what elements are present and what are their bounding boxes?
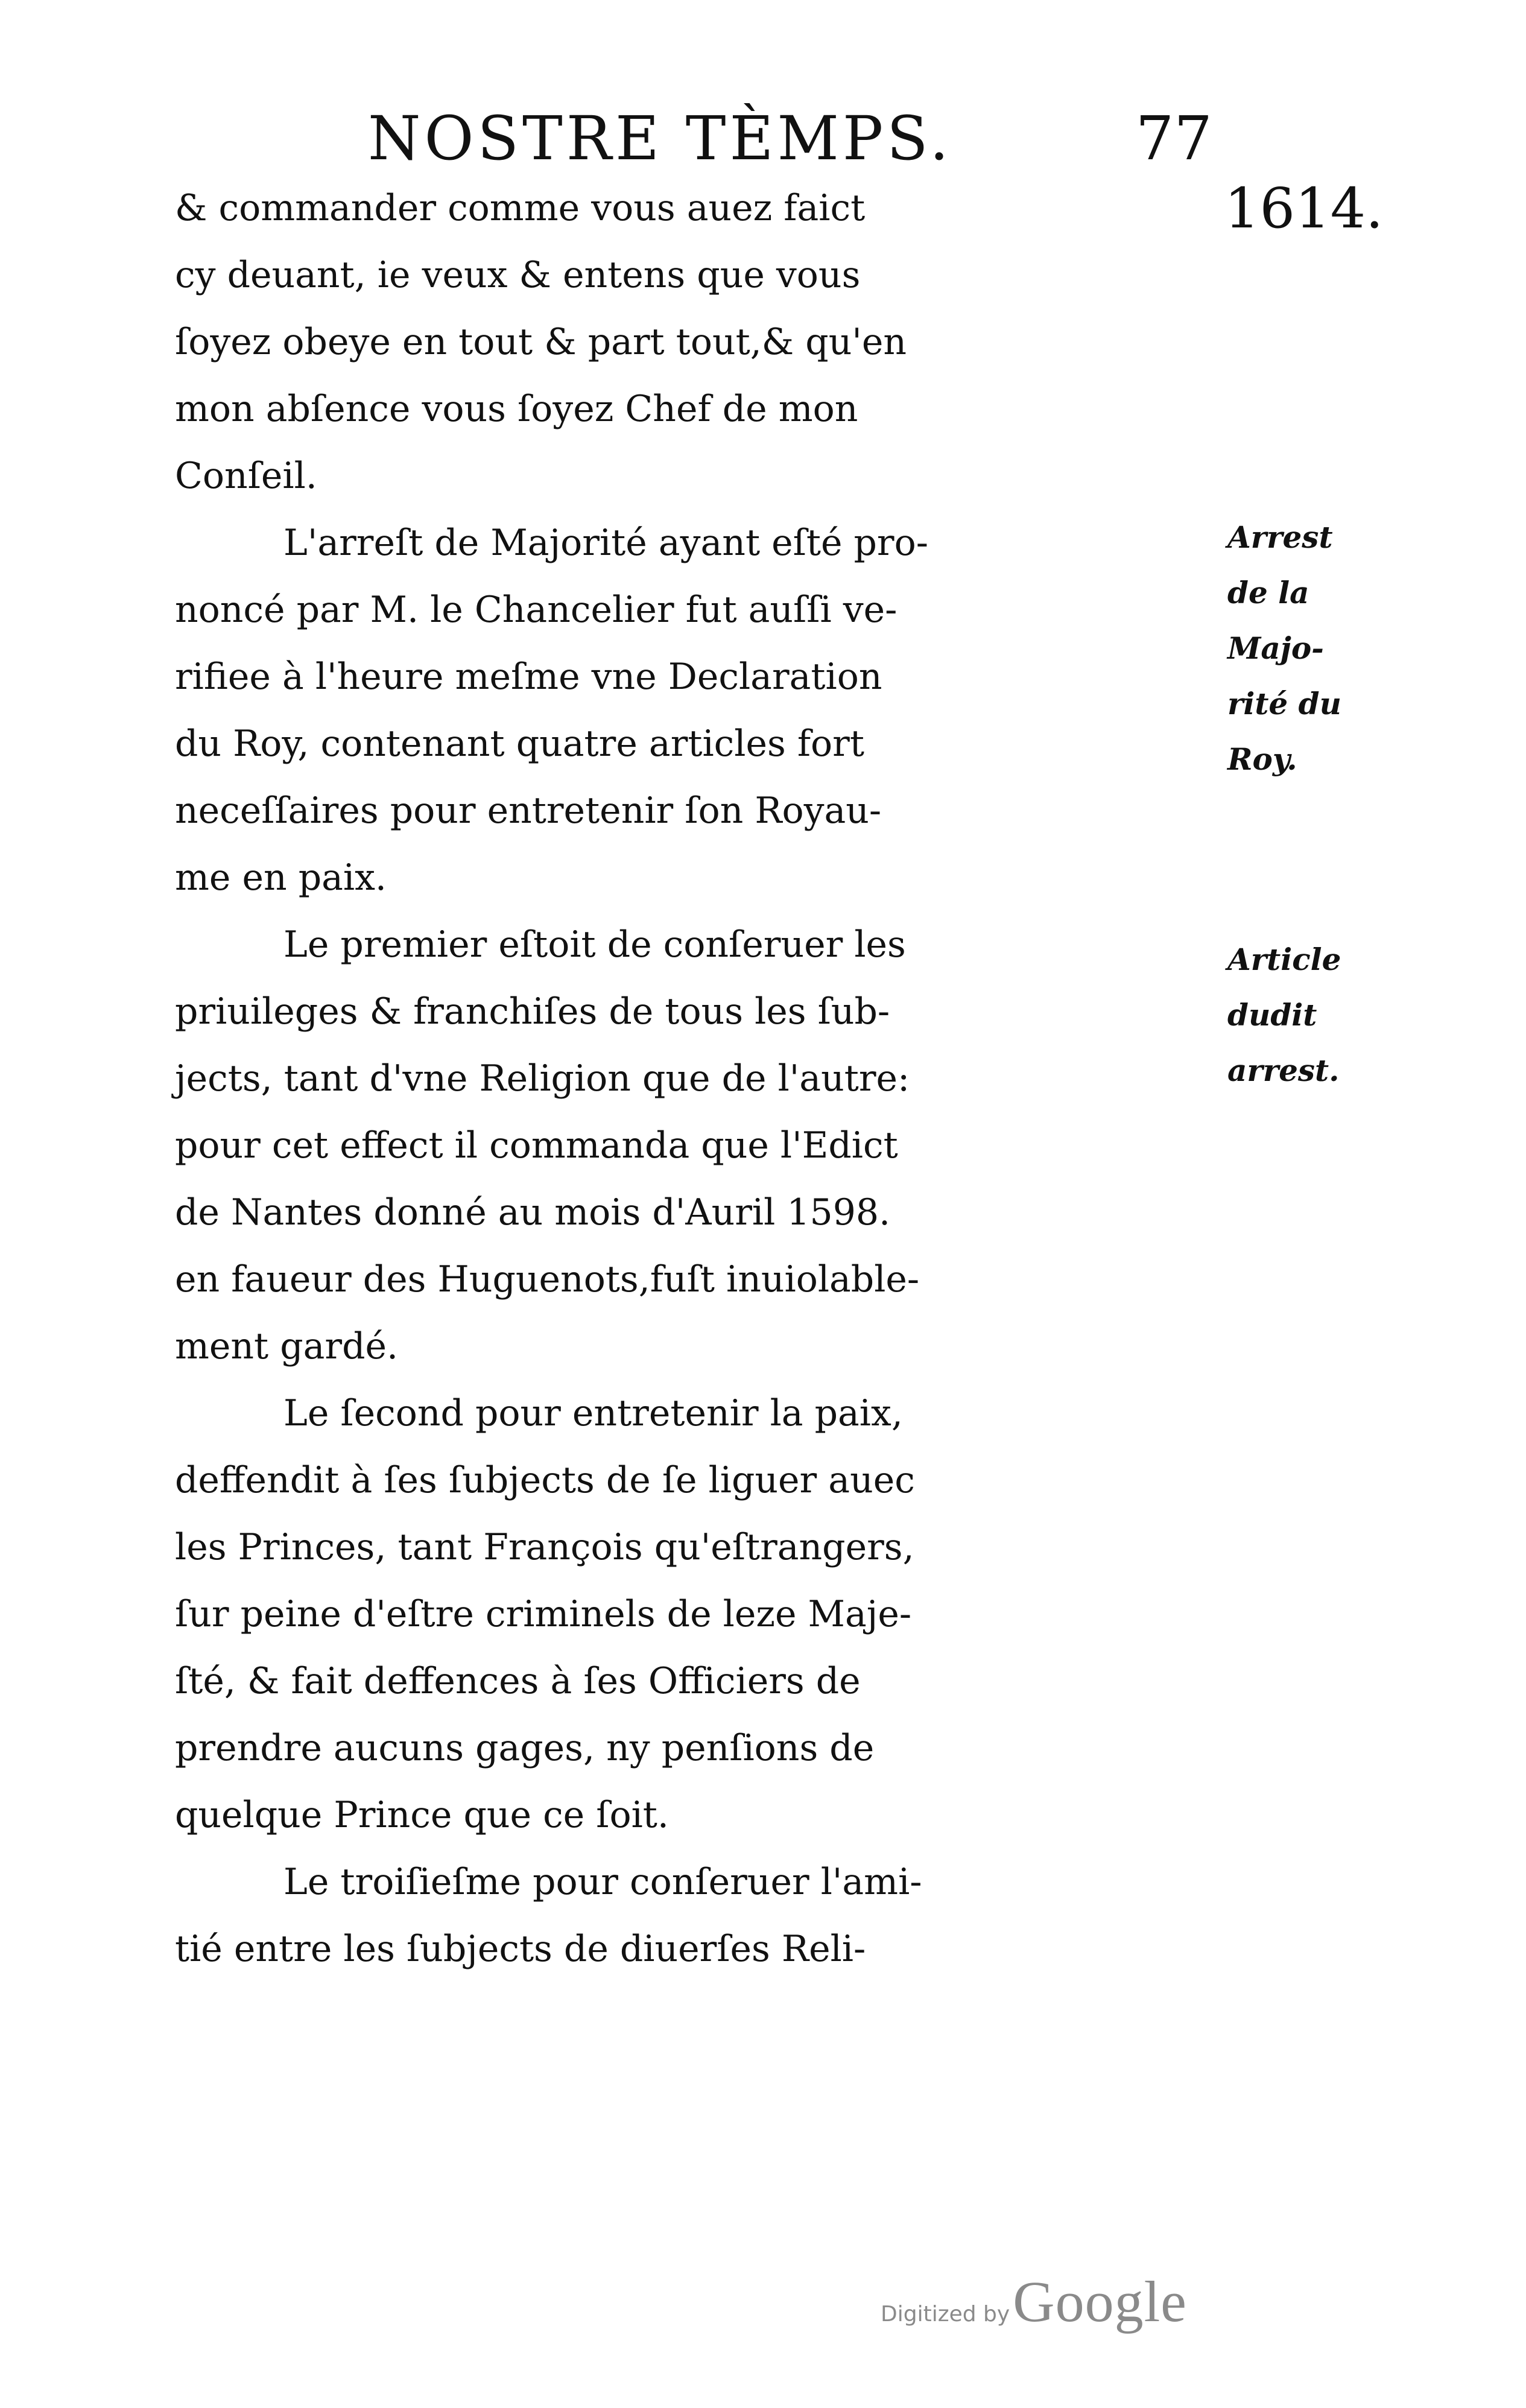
text-line: ſur peine d'eſtre criminels de leze Maje- bbox=[175, 1593, 912, 1635]
running-title: NOSTRE TÈMPS. bbox=[368, 103, 952, 174]
text-line: jects, tant d'vne Religion que de l'autre: bbox=[175, 1057, 910, 1100]
margin-note-majority-decree bbox=[1227, 510, 1384, 787]
text-line: les Princes, tant François qu'eſtrangers, bbox=[175, 1526, 914, 1568]
text-line: Le ſecond pour entretenir la paix, bbox=[283, 1392, 903, 1434]
text-line: & commander comme vous auez faict bbox=[175, 187, 866, 229]
text-line: L'arreſt de Majorité ayant eſté pro- bbox=[283, 522, 929, 564]
text-line: ment gardé. bbox=[175, 1325, 399, 1367]
text-line: ſoyez obeye en tout & part tout,& qu'en bbox=[175, 321, 907, 363]
text-line: prendre aucuns gages, ny penſions de bbox=[175, 1727, 875, 1769]
running-header bbox=[368, 103, 1212, 174]
text-line: priuileges & franchiſes de tous les ſub- bbox=[175, 990, 890, 1033]
margin-note-line: rité du bbox=[1227, 686, 1341, 721]
margin-year: 1614. bbox=[1224, 176, 1384, 241]
margin-note-line: dudit bbox=[1227, 997, 1317, 1033]
text-line: en faueur des Huguenots,fuſt inuiolable- bbox=[175, 1258, 920, 1301]
margin-note-line: arrest. bbox=[1227, 1053, 1340, 1088]
text-line: neceſſaires pour entretenir ſon Royau- bbox=[175, 790, 882, 832]
text-line: noncé par M. le Chancelier fut auſſi ve- bbox=[175, 589, 898, 631]
text-line: Le premier eſtoit de conſeruer les bbox=[283, 924, 906, 966]
text-line: rifiee à l'heure meſme vne Declaration bbox=[175, 656, 882, 698]
text-line: pour cet effect il commanda que l'Edict bbox=[175, 1124, 898, 1167]
text-line: Le troiſieſme pour conſeruer l'ami- bbox=[283, 1861, 922, 1903]
margin-note-line: Article bbox=[1227, 942, 1341, 977]
margin-note-line: Arrest bbox=[1227, 519, 1333, 555]
text-line: quelque Prince que ce ſoit. bbox=[175, 1794, 669, 1836]
digitized-by-watermark bbox=[881, 2268, 1187, 2335]
margin-note-articles bbox=[1227, 932, 1384, 1098]
watermark-brand: Google bbox=[1013, 2269, 1187, 2334]
text-line: mon abſence vous ſoyez Chef de mon bbox=[175, 388, 858, 430]
page-number: 77 bbox=[1135, 103, 1212, 174]
body-text bbox=[175, 175, 1236, 1983]
text-line: Conſeil. bbox=[175, 455, 317, 497]
watermark-prefix: Digitized by bbox=[881, 2302, 1010, 2327]
text-line: du Roy, contenant quatre articles fort bbox=[175, 723, 864, 765]
text-line: me en paix. bbox=[175, 857, 387, 899]
text-line: ſté, & fait deffences à ſes Officiers de bbox=[175, 1660, 861, 1702]
text-line: de Nantes donné au mois d'Auril 1598. bbox=[175, 1191, 891, 1234]
text-line: cy deuant, ie veux & entens que vous bbox=[175, 254, 861, 296]
text-line: tié entre les ſubjects de diuerſes Reli- bbox=[175, 1928, 866, 1970]
margin-note-line: Roy. bbox=[1227, 741, 1297, 777]
margin-note-line: Majo- bbox=[1227, 630, 1324, 666]
margin-note-line: de la bbox=[1227, 575, 1309, 610]
text-line: deffendit à ſes ſubjects de ſe liguer auec bbox=[175, 1459, 915, 1501]
